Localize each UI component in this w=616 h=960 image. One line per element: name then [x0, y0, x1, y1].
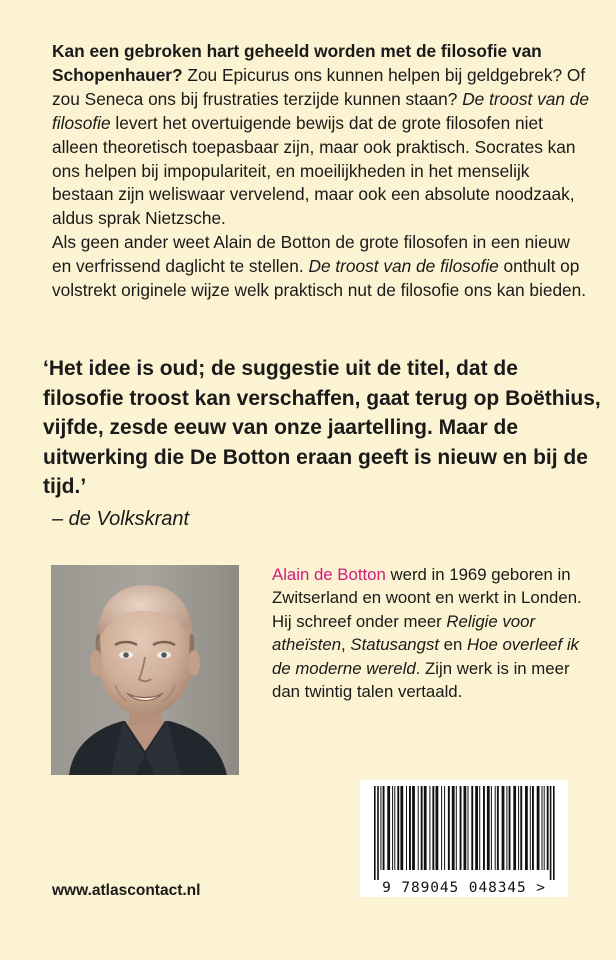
publisher-website[interactable]: www.atlascontact.nl [52, 882, 201, 899]
barcode-bar [400, 786, 403, 870]
barcode-bar [456, 786, 457, 870]
barcode-bar [409, 786, 411, 870]
barcode-bar [432, 786, 434, 870]
barcode-bar [424, 786, 427, 870]
barcode-bar [506, 786, 507, 870]
bio-text: en [439, 635, 468, 655]
barcode-bar [448, 786, 450, 870]
isbn-barcode [360, 780, 568, 897]
book-title: De troost van de filosofie [52, 88, 590, 133]
blurb-paragraph-2 [52, 231, 592, 303]
bio-text: werd in 1969 geboren in Zwitserland en woont en werkt in Londen. Hij schreef onder meer [272, 565, 582, 631]
barcode-bar [444, 786, 445, 870]
barcode-bar [487, 786, 490, 870]
blurb-text: Zou Epicurus ons kunnen helpen bij geldgebrek? Of zou Seneca ons bij frustraties terzijde kunnen staan? [52, 64, 586, 109]
bio-text: . Zijn werk is in meer dan twintig talen vertaald. [272, 658, 570, 702]
author-portrait-image [51, 565, 239, 775]
review-quote-text: ‘Het idee is oud; de suggestie uit de titel, dat de filosofie troost kan verschaffen, gaat terug op Boëthius, vijfde, zesde eeuw van onze jaartelling. Maar de uitwerking die De Botton eraan geeft is nieuw en bij de tijd.’ [43, 357, 601, 498]
barcode-bar [509, 786, 511, 870]
barcode-bar [553, 786, 555, 880]
barcode-bar [550, 786, 552, 880]
blurb-text: Als geen ander weet Alain de Botton de grote filosofen in een nieuw en verfrissend daglicht te stellen. [52, 232, 570, 277]
barcode-bar [406, 786, 407, 870]
barcode-bar [520, 786, 522, 870]
review-quote-source: – de Volkskrant [52, 508, 190, 530]
barcode-bar [452, 786, 455, 870]
barcode-bar [532, 786, 534, 870]
barcode-bar [525, 786, 528, 870]
blurb-text: onthult op volstrekt originele wijze welk praktisch nut de filosofie ons kan bieden. [52, 256, 587, 301]
barcode-bar [497, 786, 499, 870]
author-photo [51, 565, 239, 775]
barcode-bar [491, 786, 492, 870]
blurb-paragraph-1 [52, 40, 592, 231]
barcode-bar [394, 786, 395, 870]
back-cover-blurb [52, 40, 592, 303]
barcode-bar [418, 786, 419, 870]
barcode-bar [502, 786, 505, 870]
barcode-bar [374, 786, 376, 880]
blurb-text: levert het overtuigende bewijs dat de grote filosofen niet alleen theoretisch toepasbaar zijn, maar ook praktisch. Socrates kan ons helpen bij impopulariteit, en moeilijkheden in het menselijk bestaan zijn weliswaar vervelend, maar ook een absolute noodzaak, aldus sprak Nietzsche. [52, 112, 576, 229]
barcode-bar [397, 786, 399, 870]
barcode-bar [475, 786, 478, 870]
barcode-bar [468, 786, 469, 870]
barcode-bar [441, 786, 442, 870]
barcode-bar [464, 786, 467, 870]
barcode-bars [360, 780, 568, 880]
barcode-bar [380, 786, 381, 870]
barcode-bar [377, 786, 379, 880]
bio-text: , [341, 635, 351, 655]
barcode-bar [436, 786, 439, 870]
barcode-bar [542, 786, 543, 870]
barcode-bar [421, 786, 423, 870]
author-name: Alain de Botton [272, 565, 386, 584]
barcode-bar [495, 786, 496, 870]
blurb-lead-question: Kan een gebroken hart geheeld worden met de filosofie van Schopenhauer? [52, 41, 542, 85]
barcode-bar [471, 786, 473, 870]
book-title: Hoe overleef ik de moderne wereld [272, 635, 579, 678]
isbn-number: 9 789045 048345 > [382, 880, 546, 896]
barcode-bar [383, 786, 385, 870]
book-title: Statusangst [350, 635, 440, 655]
book-title: Religie voor atheïsten [272, 611, 536, 655]
barcode-bar [387, 786, 390, 870]
book-title: De troost van de filosofie [308, 256, 499, 277]
barcode-bar [513, 786, 516, 870]
barcode-bar [530, 786, 531, 870]
barcode-bar [537, 786, 540, 870]
barcode-bar [518, 786, 519, 870]
barcode-bar [547, 786, 549, 870]
author-bio [272, 563, 592, 703]
barcode-bar [429, 786, 430, 870]
barcode-bar [544, 786, 545, 870]
barcode-bar [392, 786, 393, 870]
barcode-bar [460, 786, 462, 870]
barcode-bar [412, 786, 415, 870]
barcode-bar [483, 786, 485, 870]
barcode-bar [479, 786, 480, 870]
review-quote [43, 354, 603, 502]
